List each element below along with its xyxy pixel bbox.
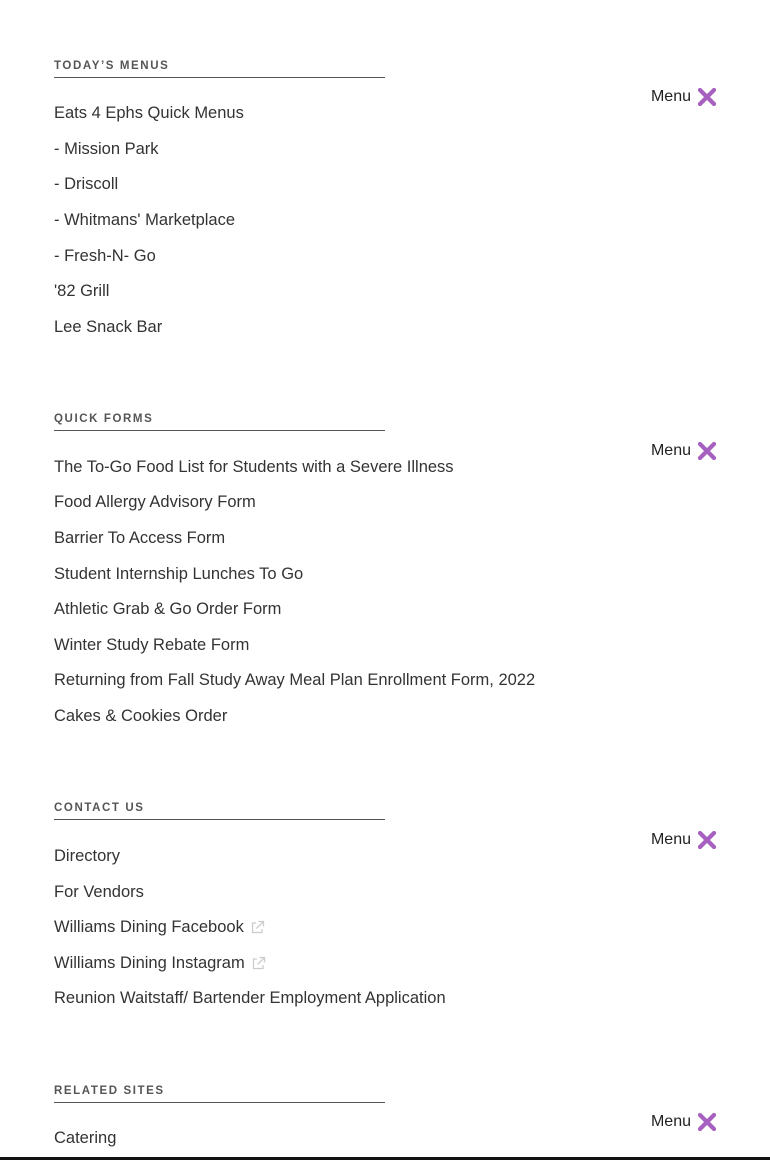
- external-link-icon: [251, 956, 266, 971]
- menu-toggle-label: Menu: [650, 88, 691, 105]
- link-lee-snack-bar[interactable]: Lee Snack Bar: [54, 318, 163, 336]
- link-label: Williams Dining Instagram: [54, 954, 245, 972]
- external-link-icon: [250, 920, 265, 935]
- link-athletic-grab-go-order-form[interactable]: Athletic Grab & Go Order Form: [54, 600, 282, 618]
- menu-toggle-label: Menu: [650, 442, 691, 459]
- close-x-icon: [698, 1113, 716, 1131]
- link-catering[interactable]: Catering: [54, 1129, 117, 1147]
- menu-toggle-button[interactable]: [651, 831, 716, 849]
- link-driscoll[interactable]: - Driscoll: [54, 175, 119, 193]
- link-student-internship-lunches[interactable]: Student Internship Lunches To Go: [54, 565, 304, 583]
- link-to-go-food-list[interactable]: The To-Go Food List for Students with a Severe Illness: [54, 458, 454, 476]
- section-title: QUICK FORMS: [54, 413, 385, 431]
- link-for-vendors[interactable]: For Vendors: [54, 883, 144, 901]
- link-directory[interactable]: Directory: [54, 847, 121, 865]
- link-reunion-waitstaff-application[interactable]: Reunion Waitstaff/ Bartender Employment Application: [54, 989, 446, 1007]
- section-title: TODAY’S MENUS: [54, 60, 385, 78]
- section-contact-us: [54, 802, 716, 1032]
- close-x-icon: [698, 831, 716, 849]
- close-x-icon: [698, 442, 716, 460]
- link-mission-park[interactable]: - Mission Park: [54, 140, 159, 158]
- link-winter-study-rebate-form[interactable]: Winter Study Rebate Form: [54, 636, 250, 654]
- close-x-icon: [698, 88, 716, 106]
- menu-toggle-button[interactable]: [651, 1113, 716, 1131]
- section-title: RELATED SITES: [54, 1085, 385, 1103]
- menu-toggle-label: Menu: [650, 831, 691, 848]
- menu-toggle-label: Menu: [650, 1113, 691, 1130]
- section-quick-forms: [54, 413, 716, 743]
- menu-toggle-button[interactable]: [651, 442, 716, 460]
- section-title: CONTACT US: [54, 802, 385, 820]
- menu-toggle-button[interactable]: [651, 88, 716, 106]
- section-todays-menus: [54, 60, 716, 360]
- link-fall-study-away-meal-plan[interactable]: Returning from Fall Study Away Meal Plan Enrollment Form, 2022: [54, 671, 536, 689]
- link-williams-dining-facebook[interactable]: [54, 918, 265, 937]
- link-fresh-n-go[interactable]: - Fresh-N- Go: [54, 247, 156, 265]
- link-82-grill[interactable]: '82 Grill: [54, 282, 110, 300]
- link-eats-4-ephs-quick-menus[interactable]: Eats 4 Ephs Quick Menus: [54, 104, 244, 122]
- link-whitmans-marketplace[interactable]: - Whitmans' Marketplace: [54, 211, 236, 229]
- link-food-allergy-advisory-form[interactable]: Food Allergy Advisory Form: [54, 493, 256, 511]
- link-label: Williams Dining Facebook: [54, 918, 244, 936]
- section-related-sites: [54, 1085, 716, 1157]
- link-cakes-cookies-order[interactable]: Cakes & Cookies Order: [54, 707, 228, 725]
- link-barrier-to-access-form[interactable]: Barrier To Access Form: [54, 529, 226, 547]
- link-williams-dining-instagram[interactable]: [54, 954, 266, 973]
